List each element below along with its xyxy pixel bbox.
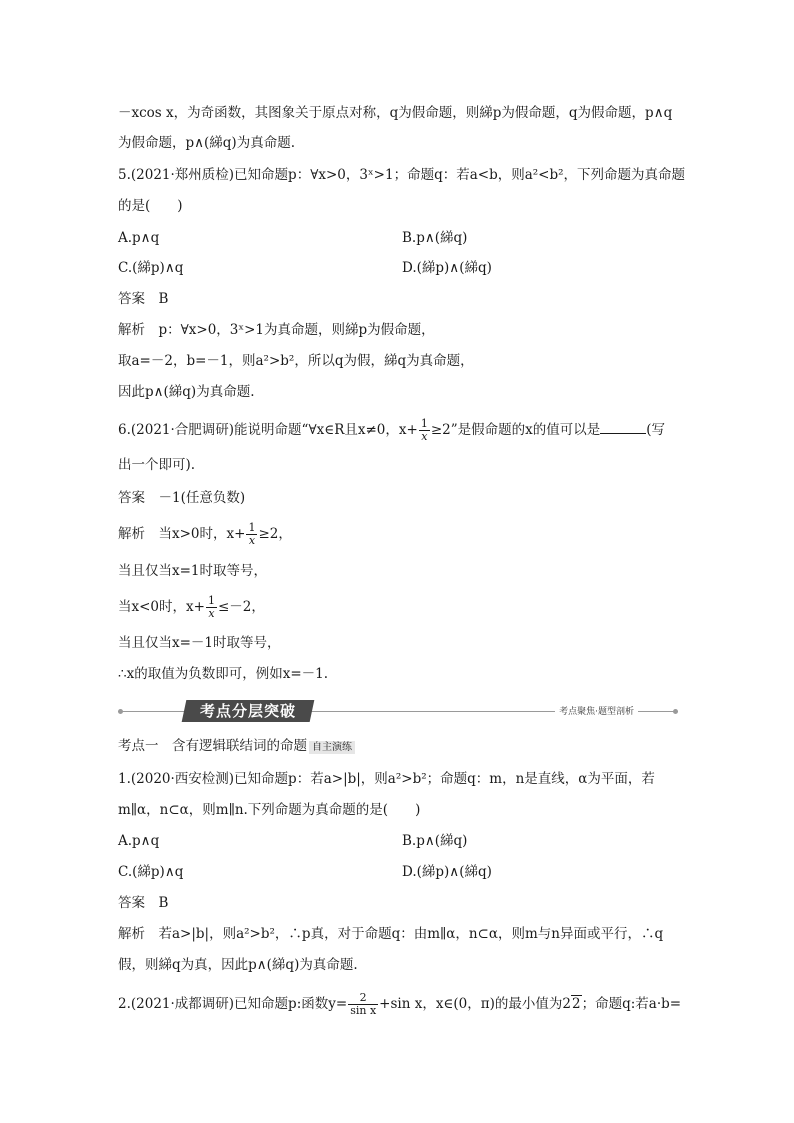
- solution-line: 解析 若a>|b|，则a²>b²，∴p真，对于命题q：由m∥α，n⊂α，则m与n异面或平行，∴q: [118, 926, 664, 942]
- fraction-denominator: x: [248, 534, 256, 547]
- option-b: B.p∧(綈q): [402, 230, 468, 246]
- fraction-numerator: 1: [207, 594, 215, 607]
- fraction-numerator: 1: [248, 521, 256, 534]
- solution-part: ≤－2，: [217, 599, 265, 615]
- banner-title: 考点分层突破: [199, 702, 296, 720]
- answer: 答案 －1(任意负数): [118, 490, 246, 506]
- text-line: 为假命题，p∧(綈q)为真命题.: [118, 135, 295, 151]
- problem-2-stem: [118, 992, 681, 1017]
- banner-dot: [673, 709, 678, 714]
- fraction-numerator: 1: [420, 417, 428, 430]
- question-6-stem-cont: 出一个即可).: [118, 457, 196, 473]
- banner-subtitle: 考点聚焦·题型剖析: [555, 704, 638, 717]
- fraction: [246, 522, 257, 547]
- stem-part: 2.(2021·成都调研)已知命题p:函数y=: [118, 996, 348, 1012]
- solution-line: 当且仅当x=－1时取等号，: [118, 635, 281, 651]
- problem-1-stem: 1.(2020·西安检测)已知命题p：若a>|b|，则a²>b²；命题q：m，n是直线，α为平面，若: [118, 771, 655, 787]
- stem-part: ；命题q:若a·b=: [581, 996, 682, 1012]
- question-5-stem-cont: 的是( ): [118, 198, 183, 214]
- topic-heading: [118, 736, 355, 758]
- stem-part: +sin x，x∈(0，π)的最小值为2: [379, 996, 572, 1012]
- option-a: A.p∧q: [118, 833, 160, 849]
- solution-part: ≥2，: [258, 526, 292, 542]
- stem-part: ≥2”是假命题的x的值可以是: [430, 422, 601, 438]
- problem-1-stem-cont: m∥α，n⊂α，则m∥n.下列命题为真命题的是( ): [118, 802, 421, 818]
- text-line: －xcos x，为奇函数，其图象关于原点对称，q为假命题，则綈p为假命题，q为假命题，p∧q: [118, 105, 673, 121]
- stem-part: 6.(2021·合肥调研)能说明命题“∀x∈R且x≠0，x+: [118, 422, 418, 438]
- solution-line: [118, 522, 292, 547]
- fraction-denominator: x: [208, 607, 215, 620]
- answer-blank[interactable]: [600, 419, 646, 434]
- solution-line: 当且仅当x=1时取等号，: [118, 563, 268, 579]
- option-c: C.(綈p)∧q: [118, 864, 184, 880]
- solution-part: 当x<0时，x+: [118, 599, 205, 615]
- option-c: C.(綈p)∧q: [118, 260, 184, 276]
- fraction: [348, 992, 378, 1017]
- solution-line: ∴x的取值为负数即可，例如x=－1.: [118, 666, 329, 682]
- topic-tag: 自主演练: [309, 741, 355, 754]
- topic-title: 考点一 含有逻辑联结词的命题: [118, 738, 307, 754]
- solution-part: 解析 当x>0时，x+: [118, 526, 246, 542]
- section-banner: [118, 700, 678, 724]
- fraction-denominator: sin x: [350, 1004, 377, 1017]
- question-5-stem: 5.(2021·郑州质检)已知命题p：∀x>0，3ˣ>1；命题q：若a<b，则a²<b²，下列命题为真命题: [118, 167, 686, 183]
- solution-line: 假，则綈q为真，因此p∧(綈q)为真命题.: [118, 957, 358, 973]
- question-6-stem: [118, 418, 665, 443]
- option-d: D.(綈p)∧(綈q): [402, 260, 492, 276]
- answer: 答案 B: [118, 895, 169, 911]
- sqrt-radicand: 2: [572, 996, 581, 1012]
- banner-title-box: [182, 700, 315, 722]
- solution-line: 因此p∧(綈q)为真命题.: [118, 384, 255, 400]
- option-a: A.p∧q: [118, 230, 160, 246]
- fraction-numerator: 2: [348, 992, 378, 1005]
- option-d: D.(綈p)∧(綈q): [402, 864, 492, 880]
- option-b: B.p∧(綈q): [402, 833, 468, 849]
- banner-dot: [118, 709, 123, 714]
- fraction: [419, 418, 430, 443]
- solution-line: [118, 595, 265, 620]
- solution-line: 取a=－2，b=－1，则a²>b²，所以q为假，綈q为真命题，: [118, 353, 474, 369]
- stem-part: (写: [646, 422, 666, 438]
- fraction: [206, 595, 217, 620]
- fraction-denominator: x: [421, 430, 428, 443]
- solution-line: 解析 p：∀x>0，3ˣ>1为真命题，则綈p为假命题，: [118, 322, 435, 338]
- answer: 答案 B: [118, 291, 169, 307]
